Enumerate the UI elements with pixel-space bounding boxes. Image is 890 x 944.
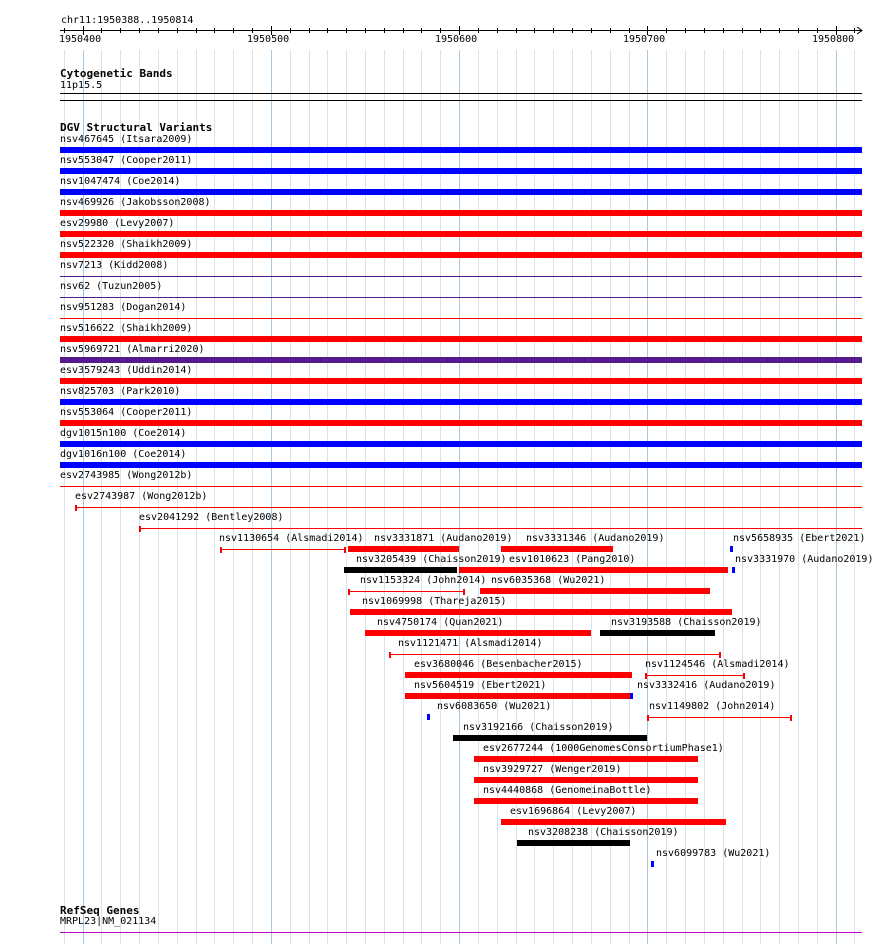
sv-label[interactable]: esv2743987 (Wong2012b) xyxy=(75,491,208,502)
sv-label[interactable]: nsv4440868 (GenomeinaBottle) xyxy=(483,785,652,796)
sv-feature-bar[interactable] xyxy=(427,714,430,720)
sv-feature-cap xyxy=(645,673,647,679)
sv-feature-cap xyxy=(743,673,745,679)
sv-label[interactable]: nsv1121471 (Alsmadi2014) xyxy=(398,638,543,649)
sv-label[interactable]: esv2041292 (Bentley2008) xyxy=(139,512,284,523)
sv-label[interactable]: nsv1149802 (John2014) xyxy=(649,701,776,712)
sv-feature-bar[interactable] xyxy=(60,357,862,363)
sv-label[interactable]: nsv1069998 (Thareja2015) xyxy=(362,596,507,607)
sv-feature-bar[interactable] xyxy=(60,462,862,468)
sv-label[interactable]: esv2677244 (1000GenomesConsortiumPhase1) xyxy=(483,743,724,754)
sv-label[interactable]: nsv469926 (Jakobsson2008) xyxy=(60,197,211,208)
sv-feature-bar[interactable] xyxy=(60,399,862,405)
sv-label[interactable]: nsv951283 (Dogan2014) xyxy=(60,302,187,313)
sv-feature-bar[interactable] xyxy=(60,336,862,342)
sv-feature-bar[interactable] xyxy=(474,798,698,804)
sv-label[interactable]: nsv467645 (Itsara2009) xyxy=(60,134,193,145)
sv-label[interactable]: nsv3208238 (Chaisson2019) xyxy=(528,827,679,838)
sv-label[interactable]: nsv6099783 (Wu2021) xyxy=(656,848,771,859)
ruler-tick-label: 1950700 xyxy=(623,34,666,45)
sv-feature-bar[interactable] xyxy=(350,609,732,615)
sv-feature-bar[interactable] xyxy=(60,189,862,195)
sv-feature-cap xyxy=(139,526,141,532)
sv-feature-bar[interactable] xyxy=(651,861,654,867)
sv-feature-bar[interactable] xyxy=(480,588,710,594)
sv-feature-bar[interactable] xyxy=(365,630,591,636)
sv-label[interactable]: nsv3331970 (Audano2019) xyxy=(735,554,874,565)
sv-label[interactable]: esv29980 (Levy2007) xyxy=(60,218,175,229)
sv-feature-cap xyxy=(220,547,222,553)
sv-label[interactable]: nsv3929727 (Wenger2019) xyxy=(483,764,622,775)
sv-label[interactable]: nsv4750174 (Quan2021) xyxy=(377,617,504,628)
sv-label[interactable]: dgv1015n100 (Coe2014) xyxy=(60,428,187,439)
sv-feature-bar[interactable] xyxy=(60,420,862,426)
sv-feature-bar[interactable] xyxy=(60,147,862,153)
dgv-track-title[interactable]: DGV Structural Variants xyxy=(60,121,213,134)
sv-feature-bar[interactable] xyxy=(600,630,715,636)
sv-feature-bar[interactable] xyxy=(348,546,459,552)
refseq-gene-label[interactable]: MRPL23|NM_021134 xyxy=(60,916,157,927)
sv-feature-cap xyxy=(719,652,721,658)
sv-label[interactable]: esv3579243 (Uddin2014) xyxy=(60,365,193,376)
sv-label[interactable]: nsv553064 (Cooper2011) xyxy=(60,407,193,418)
sv-feature-bar[interactable] xyxy=(60,252,862,258)
sv-label[interactable]: nsv516622 (Shaikh2009) xyxy=(60,323,193,334)
ruler-tick-label: 1950800 xyxy=(812,34,855,45)
sv-label[interactable]: nsv553047 (Cooper2011) xyxy=(60,155,193,166)
sv-label[interactable]: esv1696864 (Levy2007) xyxy=(510,806,637,817)
sv-label[interactable]: nsv5969721 (Almarri2020) xyxy=(60,344,205,355)
sv-feature-bar[interactable] xyxy=(405,672,632,678)
sv-label[interactable]: nsv3205439 (Chaisson2019) xyxy=(356,554,507,565)
sv-label[interactable]: dgv1016n100 (Coe2014) xyxy=(60,449,187,460)
sv-feature-bar[interactable] xyxy=(474,756,698,762)
sv-feature-cap xyxy=(75,505,77,511)
sv-feature-bar[interactable] xyxy=(459,567,728,573)
sv-feature-bar[interactable] xyxy=(60,210,862,216)
cytoband-track-title[interactable]: Cytogenetic Bands xyxy=(60,67,173,80)
sv-feature-bar[interactable] xyxy=(730,546,733,552)
sv-feature-cap xyxy=(647,715,649,721)
sv-label[interactable]: nsv825703 (Park2010) xyxy=(60,386,181,397)
sv-feature-cap xyxy=(463,589,465,595)
sv-label[interactable]: esv2743985 (Wong2012b) xyxy=(60,470,193,481)
sv-label[interactable]: nsv5604519 (Ebert2021) xyxy=(414,680,547,691)
sv-feature-bar[interactable] xyxy=(732,567,735,573)
refseq-track-title[interactable]: RefSeq Genes xyxy=(60,904,140,917)
sv-feature-bar[interactable] xyxy=(501,546,613,552)
sv-label[interactable]: nsv1130654 (Alsmadi2014) xyxy=(219,533,364,544)
sv-feature-bar[interactable] xyxy=(60,378,862,384)
ruler-tick-label: 1950500 xyxy=(247,34,290,45)
sv-label[interactable]: nsv6083650 (Wu2021) xyxy=(437,701,552,712)
sv-feature-bar[interactable] xyxy=(344,567,457,573)
sv-label[interactable]: nsv3331346 (Audano2019) xyxy=(526,533,665,544)
ruler-tick-label: 1950400 xyxy=(59,34,102,45)
sv-feature-cap xyxy=(790,715,792,721)
sv-label[interactable]: nsv62 (Tuzun2005) xyxy=(60,281,163,292)
sv-feature-bar[interactable] xyxy=(474,777,698,783)
sv-feature-bar[interactable] xyxy=(630,693,633,699)
sv-label[interactable]: nsv7213 (Kidd2008) xyxy=(60,260,169,271)
sv-label[interactable]: nsv1124546 (Alsmadi2014) xyxy=(645,659,790,670)
sv-label[interactable]: nsv6035368 (Wu2021) xyxy=(491,575,606,586)
sv-feature-cap xyxy=(389,652,391,658)
locus-label: chr11:1950388..1950814 xyxy=(61,15,194,26)
cytoband-label: 11p15.5 xyxy=(60,80,103,91)
ruler-tick-label: 1950600 xyxy=(435,34,478,45)
sv-label[interactable]: esv3680046 (Besenbacher2015) xyxy=(414,659,583,670)
sv-label[interactable]: nsv3332416 (Audano2019) xyxy=(637,680,776,691)
sv-label[interactable]: nsv5658935 (Ebert2021) xyxy=(733,533,866,544)
sv-feature-cap xyxy=(348,589,350,595)
sv-label[interactable]: nsv1047474 (Coe2014) xyxy=(60,176,181,187)
sv-label[interactable]: esv1010623 (Pang2010) xyxy=(509,554,636,565)
sv-feature-bar[interactable] xyxy=(405,693,630,699)
sv-label[interactable]: nsv3193588 (Chaisson2019) xyxy=(611,617,762,628)
sv-feature-bar[interactable] xyxy=(501,819,726,825)
sv-feature-bar[interactable] xyxy=(517,840,630,846)
sv-label[interactable]: nsv1153324 (John2014) xyxy=(360,575,487,586)
sv-feature-bar[interactable] xyxy=(60,231,862,237)
sv-feature-bar[interactable] xyxy=(60,441,862,447)
sv-label[interactable]: nsv3331871 (Audano2019) xyxy=(374,533,513,544)
sv-feature-cap xyxy=(344,547,346,553)
sv-label[interactable]: nsv3192166 (Chaisson2019) xyxy=(463,722,614,733)
sv-feature-bar[interactable] xyxy=(60,168,862,174)
sv-feature-bar[interactable] xyxy=(453,735,647,741)
sv-label[interactable]: nsv522320 (Shaikh2009) xyxy=(60,239,193,250)
